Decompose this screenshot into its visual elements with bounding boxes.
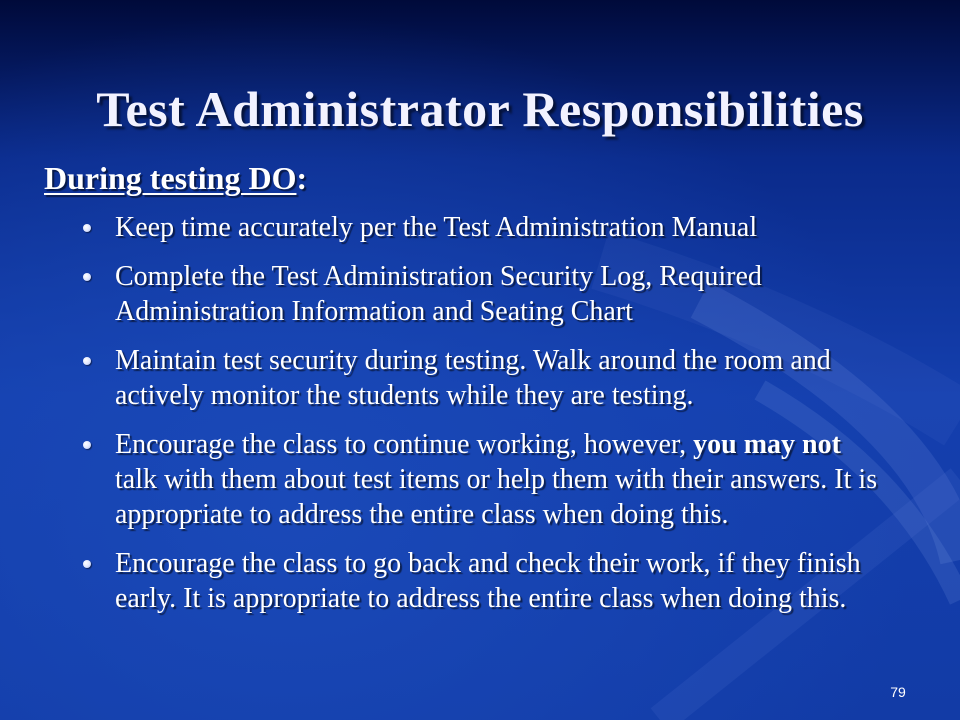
section-heading xyxy=(44,160,307,197)
round-bullet-icon xyxy=(83,441,91,449)
round-bullet-icon xyxy=(83,357,91,365)
bullet-list xyxy=(80,210,880,630)
bullet-text: Keep time accurately per the Test Administration Manual xyxy=(115,212,758,243)
bullet-text: Encourage the class to continue working, however, xyxy=(115,429,694,460)
round-bullet-icon xyxy=(83,560,91,568)
bullet-text: Maintain test security during testing. Walk around the room and actively monitor the students while they are testing. xyxy=(115,345,831,411)
section-heading-text: During testing DO xyxy=(44,160,297,196)
bullet-text: Complete the Test Administration Security Log, Required Administration Information and Seating Chart xyxy=(115,261,762,327)
bullet-item xyxy=(80,259,880,329)
slide-title: Test Administrator Responsibilities xyxy=(96,81,864,137)
round-bullet-icon xyxy=(83,273,91,281)
round-bullet-icon xyxy=(83,224,91,232)
bullet-emphasis-text: you may not xyxy=(693,429,841,460)
bullet-text: talk with them about test items or help them with their answers. It is appropriate to address the entire class when doing this. xyxy=(115,464,878,530)
bullet-item xyxy=(80,546,880,616)
bullet-text: Encourage the class to go back and check their work, if they finish early. It is appropriate to address the entire class when doing this. xyxy=(115,548,861,614)
page-number: 79 xyxy=(890,684,906,700)
section-heading-colon: : xyxy=(296,160,308,196)
bullet-item xyxy=(80,343,880,413)
bullet-item xyxy=(80,210,880,245)
bullet-item xyxy=(80,427,880,532)
